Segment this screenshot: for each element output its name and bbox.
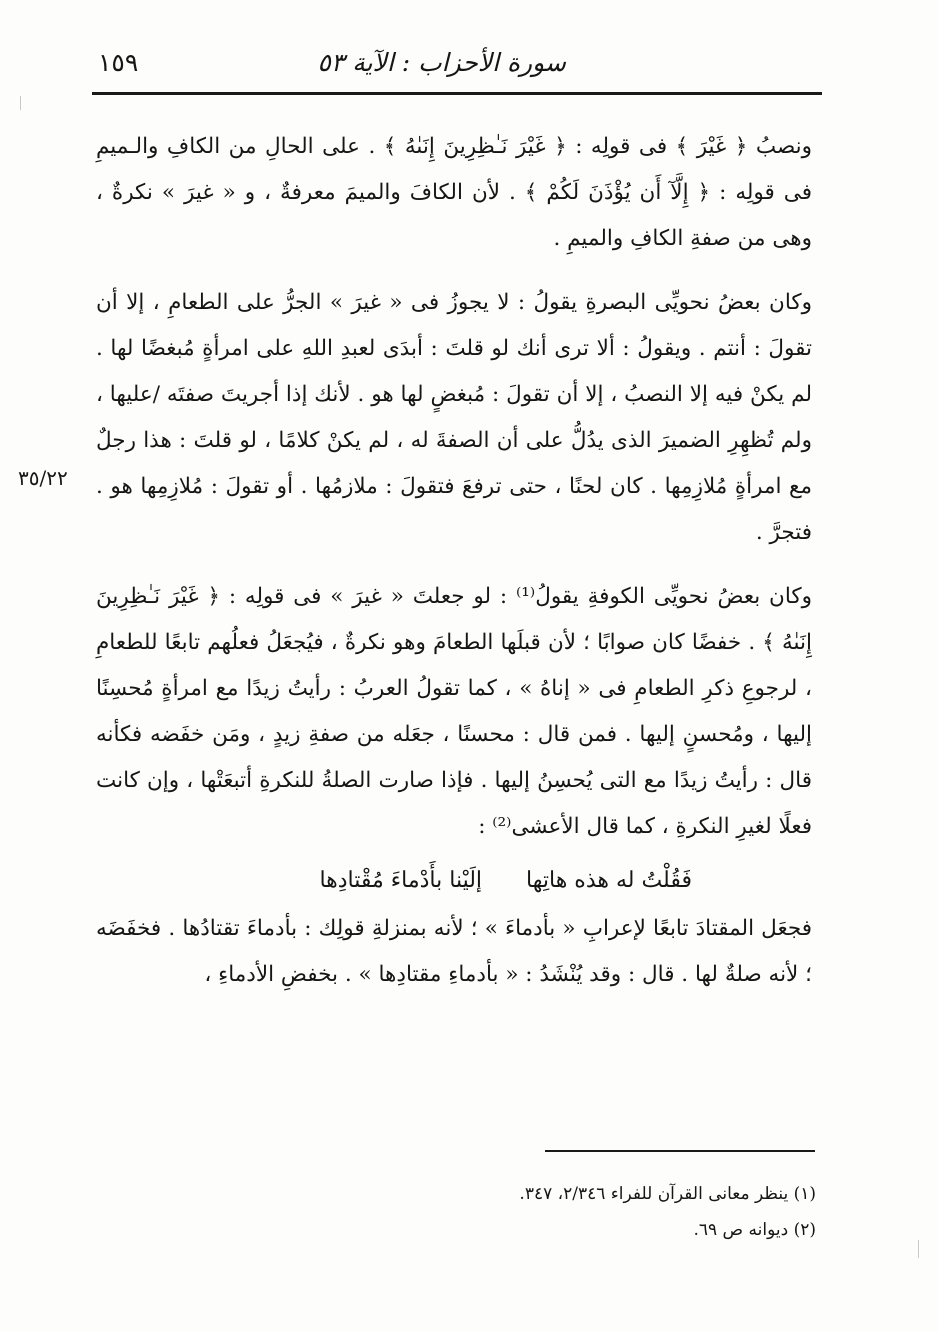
footnote-rule <box>545 1150 815 1152</box>
footnote-1: (١) ينظر معانى القرآن للفراء ٢/٣٤٦، ٣٤٧. <box>519 1184 816 1204</box>
header-rule <box>92 92 822 95</box>
poem-verse <box>96 856 812 906</box>
main-text <box>96 124 812 1016</box>
page-header <box>92 40 822 90</box>
poem-hemistich-2: إلَيْنا بأَدْماءَ مُقْتادِها <box>319 868 483 893</box>
paragraph-4: فجعَل المقتادَ تابعًا لإعرابِ « بأدماءَ » ؛ لأنه بمنزلةِ قولِك : بأدماءَ تقتادُها . فخفَضَه ؛ لأنه صلةٌ لها . قال : وقد يُنْشَدُ : « بأدماءِ مقتادِها » . بخفضِ الأدماءِ ، <box>96 916 812 987</box>
footnote-2: (٢) ديوانه ص ٦٩. <box>693 1220 816 1240</box>
poem-hemistich-1: فَقُلْتُ له هذه هاتِها <box>526 868 692 893</box>
page-number: ١٥٩ <box>98 48 139 77</box>
margin-reference: ٣٥/٢٢ <box>18 466 68 490</box>
paragraph-3: وكان بعضُ نحويِّى الكوفةِ يقولُ⁽¹⁾ : لو جعلتَ « غيرَ » فى قولِه : ﴿ غَيْرَ نَـٰظِرِينَ إِنَىٰهُ ﴾ . خفضًا كان صوابًا ؛ لأن قبلَها الطعامَ وهو نكرةٌ ، فيُجعَلُ فعلُهم تابعًا للطعامِ ، لرجوعِ ذكرِ الطعامِ فى « إناهُ » ، كما تقولُ العربُ : رأيتُ زيدًا مع امرأةٍ مُحسِنًا إليها ، ومُحسنٍ إليها . فمن قال : محسنًا ، جعَله من صفةِ زيدٍ ، ومَن خفَضه فكأنه قال : رأيتُ زيدًا مع التى يُحسِنُ إليها . فإذا صارت الصلةُ للنكرةِ أتبعَتْها ، وإن كانت فعلًا لغيرِ النكرةِ ، كما قال الأعشى⁽²⁾ : <box>96 584 812 839</box>
paragraph-2: وكان بعضُ نحويِّى البصرةِ يقولُ : لا يجوزُ فى « غيرَ » الجرُّ على الطعامِ ، إلا أن تقولَ : أنتم . ويقولُ : ألا ترى أنك لو قلتَ : أبدَى لعبدِ اللهِ على امرأةٍ مُبغضًا لها . لم يكنْ فيه إلا النصبُ ، إلا أن تقولَ : مُبغضٍ لها هو . لأنك إذا أجريتَ صفتَه /عليها ، ولم تُظهِرِ الضميرَ الذى يدُلُّ على أن الصفةَ له ، لم يكنْ كلامًا ، لو قلتَ : هذا رجلٌ مع امرأةٍ مُلازِمِها . كان لحنًا ، حتى ترفعَ فتقولَ : ملازمُها . أو تقولَ : مُلازِمِها هو . فتجرَّ . <box>96 290 812 545</box>
paragraph-1: ونصبُ ﴿ غَيْرَ ﴾ فى قولِه : ﴿ غَيْرَ نَـٰظِرِينَ إِنَىٰهُ ﴾ . على الحالِ من الكافِ والـميمِ فى قولِه : ﴿ إِلَّآ أَن يُؤْذَنَ لَكُمْ ﴾ . لأن الكافَ والميمَ معرفةٌ ، و « غيرَ » نكرةٌ ، وهى من صفةِ الكافِ والميمِ . <box>96 134 812 251</box>
scan-edge-mark <box>20 96 21 110</box>
scan-edge-mark <box>918 1240 919 1258</box>
footnotes <box>300 1176 816 1248</box>
running-title: سورة الأحزاب : الآية ٥٣ <box>317 48 566 77</box>
